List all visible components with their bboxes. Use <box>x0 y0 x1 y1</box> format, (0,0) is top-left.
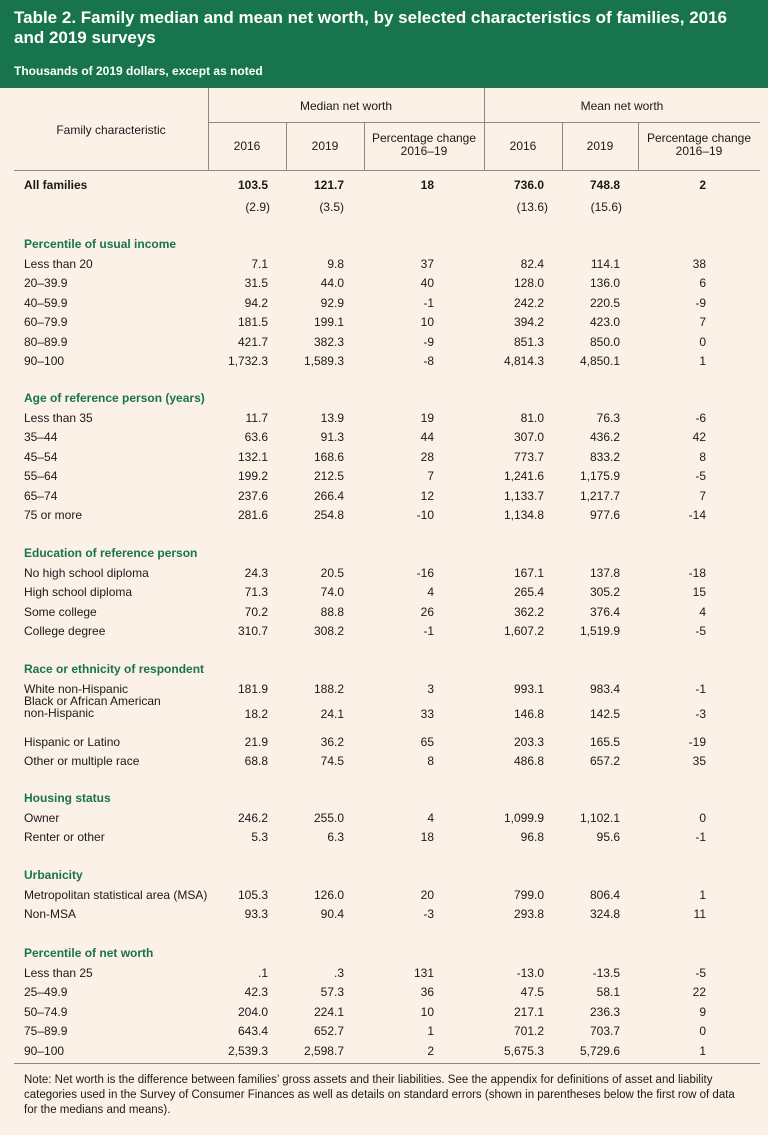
header-median-2016: 2016 <box>233 139 261 153</box>
row-value: 265.4 <box>513 585 544 600</box>
row-value: 8 <box>427 754 434 769</box>
row-value: 6.3 <box>327 830 344 845</box>
row-value: 63.6 <box>244 430 268 445</box>
row-value: 1,133.7 <box>503 488 544 503</box>
row-value: -18 <box>688 566 706 580</box>
row-value: 81.0 <box>520 411 544 425</box>
row-label: 75–89.9 <box>24 1024 68 1039</box>
all-families-se-mean-2019: (15.6) <box>590 200 622 214</box>
table-note: Note: Net worth is the difference between families’ gross assets and their liabilities. See the appendix for definitions of asset and liability categories used in the Survey of Consumer Finances as well as details on standard errors (shown in parentheses below the first row of data for the medians and means). <box>24 1074 735 1116</box>
row-value: 236.3 <box>589 1004 620 1019</box>
row-value: 1,102.1 <box>579 811 620 825</box>
row-value: 1 <box>427 1024 434 1039</box>
row-value: 2,598.7 <box>303 1043 344 1058</box>
row-value: 977.6 <box>589 508 620 522</box>
row-value: 19 <box>420 411 434 425</box>
row-value: 47.5 <box>520 985 544 1000</box>
row-label: 25–49.9 <box>24 985 68 1000</box>
row-value: 423.0 <box>589 315 620 330</box>
row-value: 22 <box>692 985 706 1000</box>
row-value: 91.3 <box>320 430 344 445</box>
table-title: Table 2. Family median and mean net worth, by selected characteristics of families, 2016 and 2019 surveys <box>14 8 728 47</box>
row-value: -5 <box>695 624 706 639</box>
all-families-mean-2019: 748.8 <box>589 178 620 192</box>
row-value: 21.9 <box>244 734 268 749</box>
row-value: 806.4 <box>589 888 620 902</box>
row-value: 2 <box>427 1043 434 1058</box>
row-value: 293.8 <box>513 907 544 922</box>
all-families-label: All families <box>24 178 88 192</box>
row-value: 71.3 <box>244 585 268 600</box>
row-label: 20–39.9 <box>24 276 68 291</box>
row-label: Non-MSA <box>24 907 77 922</box>
row-label: Some college <box>24 604 97 619</box>
row-value: 7 <box>699 315 706 330</box>
row-label: Black or African American non-Hispanic <box>24 694 161 721</box>
row-label: Less than 35 <box>24 411 93 425</box>
all-families-median-2016: 103.5 <box>237 178 268 192</box>
row-value: -19 <box>688 734 706 749</box>
row-label: No high school diploma <box>24 566 149 580</box>
row-value: 1,241.6 <box>503 469 544 484</box>
row-value: 10 <box>420 315 434 330</box>
row-value: -5 <box>695 469 706 484</box>
all-families-se-median-2016: (2.9) <box>245 200 270 214</box>
table-subtitle: Thousands of 2019 dollars, except as noted <box>14 64 263 78</box>
row-value: 146.8 <box>513 707 544 722</box>
row-value: 376.4 <box>589 604 620 619</box>
row-value: 9.8 <box>327 257 344 271</box>
row-value: 168.6 <box>313 449 344 464</box>
row-value: 5,729.6 <box>579 1043 620 1058</box>
row-label: Hispanic or Latino <box>24 734 121 749</box>
row-value: 436.2 <box>589 430 620 445</box>
row-value: 324.8 <box>589 907 620 922</box>
row-value: 12 <box>420 488 434 503</box>
row-value: 57.3 <box>320 985 344 1000</box>
row-value: 773.7 <box>513 449 544 464</box>
row-value: 362.2 <box>513 604 544 619</box>
row-value: 10 <box>420 1004 434 1019</box>
row-value: 74.0 <box>320 585 344 600</box>
row-value: 1 <box>699 888 706 902</box>
row-value: 131 <box>413 966 434 980</box>
row-value: 181.9 <box>237 682 268 696</box>
row-value: 142.5 <box>589 707 620 722</box>
row-value: 1,732.3 <box>227 354 268 368</box>
row-label: Owner <box>24 811 60 825</box>
row-value: 652.7 <box>313 1024 344 1039</box>
row-value: 0 <box>699 334 706 349</box>
table-bottom-rule <box>14 1063 760 1064</box>
row-value: 1,099.9 <box>503 811 544 825</box>
section-title: Percentile of net worth <box>24 946 154 960</box>
row-value: 394.2 <box>513 315 544 330</box>
header-mean-group: Mean net worth <box>580 99 664 113</box>
row-value: .1 <box>257 966 268 980</box>
row-label: 55–64 <box>24 469 58 484</box>
row-label: 60–79.9 <box>24 315 68 330</box>
row-value: -1 <box>423 624 434 639</box>
row-value: 44 <box>420 430 434 445</box>
row-value: 92.9 <box>320 295 344 310</box>
row-value: 266.4 <box>313 488 344 503</box>
row-value: 165.5 <box>589 734 620 749</box>
row-value: 1,589.3 <box>303 354 344 368</box>
row-value: 132.1 <box>237 449 268 464</box>
header-mean-2019: 2019 <box>586 139 614 153</box>
row-value: 212.5 <box>313 469 344 484</box>
row-value: 5.3 <box>251 830 268 845</box>
row-label: High school diploma <box>24 585 133 600</box>
row-value: 220.5 <box>589 295 620 310</box>
row-value: 0 <box>699 1024 706 1039</box>
row-value: 307.0 <box>513 430 544 445</box>
row-value: 18 <box>420 830 434 845</box>
row-value: 167.1 <box>513 566 544 580</box>
row-value: 1 <box>699 354 706 368</box>
row-value: 36.2 <box>320 734 344 749</box>
row-value: -3 <box>423 907 434 922</box>
row-value: 1 <box>699 1043 706 1058</box>
row-value: 643.4 <box>237 1024 268 1039</box>
row-label: College degree <box>24 624 106 639</box>
row-value: 421.7 <box>237 334 268 349</box>
header-median-pct-change: Percentage change 2016–19 <box>371 131 477 158</box>
row-value: 4,850.1 <box>579 354 620 368</box>
row-value: 203.3 <box>513 734 544 749</box>
row-value: 44.0 <box>320 276 344 291</box>
row-value: 486.8 <box>513 754 544 769</box>
row-value: 281.6 <box>237 508 268 522</box>
row-value: 8 <box>699 449 706 464</box>
row-label: Other or multiple race <box>24 754 140 769</box>
row-value: 105.3 <box>237 888 268 902</box>
table-header-banner <box>0 0 768 88</box>
row-value: 15 <box>692 585 706 600</box>
row-value: 38 <box>692 257 706 271</box>
row-value: 94.2 <box>244 295 268 310</box>
row-value: -1 <box>695 830 706 845</box>
row-value: 96.8 <box>520 830 544 845</box>
row-label: 90–100 <box>24 1043 65 1058</box>
row-value: -1 <box>695 682 706 696</box>
row-value: 657.2 <box>589 754 620 769</box>
row-value: 7 <box>699 488 706 503</box>
row-value: 4 <box>699 604 706 619</box>
row-value: 308.2 <box>313 624 344 639</box>
row-value: 35 <box>692 754 706 769</box>
row-value: 88.8 <box>320 604 344 619</box>
row-value: -13.0 <box>516 966 544 980</box>
row-value: 70.2 <box>244 604 268 619</box>
row-value: 93.3 <box>244 907 268 922</box>
row-label: 75 or more <box>24 508 83 522</box>
row-label: 45–54 <box>24 449 58 464</box>
row-value: 24.1 <box>320 707 344 722</box>
row-value: 1,607.2 <box>503 624 544 639</box>
row-value: 246.2 <box>237 811 268 825</box>
row-value: 305.2 <box>589 585 620 600</box>
row-value: 181.5 <box>237 315 268 330</box>
row-value: 24.3 <box>244 566 268 580</box>
row-value: 20.5 <box>320 566 344 580</box>
row-value: 799.0 <box>513 888 544 902</box>
row-label: White non-Hispanic <box>24 682 129 696</box>
section-title: Housing status <box>24 791 111 805</box>
row-value: 95.6 <box>596 830 620 845</box>
section-title: Age of reference person (years) <box>24 391 205 405</box>
row-value: 5,675.3 <box>503 1043 544 1058</box>
row-value: 42.3 <box>244 985 268 1000</box>
row-value: 204.0 <box>237 1004 268 1019</box>
row-value: 36 <box>420 985 434 1000</box>
row-value: 1,134.8 <box>503 508 544 522</box>
row-value: -16 <box>416 566 434 580</box>
row-value: 11.7 <box>245 411 268 425</box>
header-median-group: Median net worth <box>299 99 393 113</box>
row-label: Metropolitan statistical area (MSA) <box>24 888 208 902</box>
row-value: 4 <box>427 811 434 825</box>
row-value: 65 <box>420 734 434 749</box>
row-value: 703.7 <box>589 1024 620 1039</box>
row-value: 7.1 <box>251 257 268 271</box>
section-title: Education of reference person <box>24 546 198 560</box>
row-value: 42 <box>692 430 706 445</box>
all-families-mean-pct: 2 <box>699 178 706 192</box>
row-value: 76.3 <box>596 411 620 425</box>
row-value: 58.1 <box>596 985 620 1000</box>
row-value: -13.5 <box>592 966 620 980</box>
all-families-mean-2016: 736.0 <box>513 178 544 192</box>
row-value: 137.8 <box>589 566 620 580</box>
row-value: -6 <box>695 411 706 425</box>
row-value: 26 <box>420 604 434 619</box>
header-median-2019: 2019 <box>311 139 339 153</box>
all-families-se-median-2019: (3.5) <box>319 200 344 214</box>
row-label: 35–44 <box>24 430 58 445</box>
row-value: -9 <box>695 295 706 310</box>
row-value: -5 <box>695 966 706 980</box>
row-value: 114.1 <box>590 257 620 271</box>
row-value: -8 <box>423 354 434 368</box>
row-label: 40–59.9 <box>24 295 68 310</box>
row-value: 9 <box>699 1004 706 1019</box>
row-value: 3 <box>427 682 434 696</box>
row-value: 40 <box>420 276 434 291</box>
header-family-characteristic: Family characteristic <box>56 123 166 137</box>
header-mean-pct-change: Percentage change 2016–19 <box>646 131 752 158</box>
row-value: 254.8 <box>313 508 344 522</box>
row-value: 983.4 <box>589 682 620 696</box>
all-families-median-pct: 18 <box>420 178 434 192</box>
row-label: 90–100 <box>24 354 65 368</box>
row-value: 701.2 <box>513 1024 544 1039</box>
row-value: 68.8 <box>244 754 268 769</box>
row-value: 1,175.9 <box>579 469 620 484</box>
row-value: 90.4 <box>320 907 344 922</box>
row-label: Less than 25 <box>24 966 93 980</box>
row-value: 237.6 <box>237 488 268 503</box>
row-value: 31.5 <box>244 276 268 291</box>
row-value: .3 <box>333 966 344 980</box>
row-value: 850.0 <box>589 334 620 349</box>
row-value: 382.3 <box>313 334 344 349</box>
row-value: 37 <box>420 257 434 271</box>
row-value: 128.0 <box>513 276 544 291</box>
row-value: -1 <box>423 295 434 310</box>
row-value: 188.2 <box>313 682 344 696</box>
row-value: 6 <box>699 276 706 291</box>
row-label: Renter or other <box>24 830 105 845</box>
row-value: 13.9 <box>320 411 344 425</box>
row-value: 224.1 <box>313 1004 344 1019</box>
row-label: Less than 20 <box>24 257 93 271</box>
row-value: 833.2 <box>589 449 620 464</box>
row-label: 50–74.9 <box>24 1004 68 1019</box>
row-value: -3 <box>695 707 706 722</box>
row-value: 82.4 <box>520 257 544 271</box>
row-value: 310.7 <box>237 624 268 639</box>
header-mean-2016: 2016 <box>509 139 537 153</box>
row-value: 4,814.3 <box>503 354 544 368</box>
row-value: 11 <box>693 907 706 922</box>
row-value: 74.5 <box>320 754 344 769</box>
row-value: 20 <box>420 888 434 902</box>
row-value: 2,539.3 <box>227 1043 268 1058</box>
row-label: 65–74 <box>24 488 58 503</box>
row-value: 255.0 <box>313 811 344 825</box>
section-title: Race or ethnicity of respondent <box>24 662 205 676</box>
row-value: 18.2 <box>244 707 268 722</box>
row-value: 33 <box>420 707 434 722</box>
row-value: 217.1 <box>513 1004 544 1019</box>
row-value: -10 <box>416 508 434 522</box>
row-value: 242.2 <box>513 295 544 310</box>
all-families-median-2019: 121.7 <box>313 178 344 192</box>
row-value: 1,217.7 <box>579 488 620 503</box>
row-value: -9 <box>423 334 434 349</box>
row-value: 993.1 <box>513 682 544 696</box>
row-value: 7 <box>427 469 434 484</box>
row-value: 199.2 <box>237 469 268 484</box>
row-value: 28 <box>420 449 434 464</box>
all-families-se-mean-2016: (13.6) <box>516 200 548 214</box>
section-title: Urbanicity <box>24 868 83 882</box>
section-title: Percentile of usual income <box>24 237 177 251</box>
row-label: 80–89.9 <box>24 334 68 349</box>
row-value: -14 <box>688 508 706 522</box>
row-value: 199.1 <box>313 315 344 330</box>
row-value: 4 <box>427 585 434 600</box>
row-value: 851.3 <box>513 334 544 349</box>
row-value: 0 <box>699 811 706 825</box>
row-value: 1,519.9 <box>579 624 620 639</box>
header-bottom-rule <box>14 170 760 171</box>
row-value: 136.0 <box>589 276 620 291</box>
row-value: 126.0 <box>313 888 344 902</box>
